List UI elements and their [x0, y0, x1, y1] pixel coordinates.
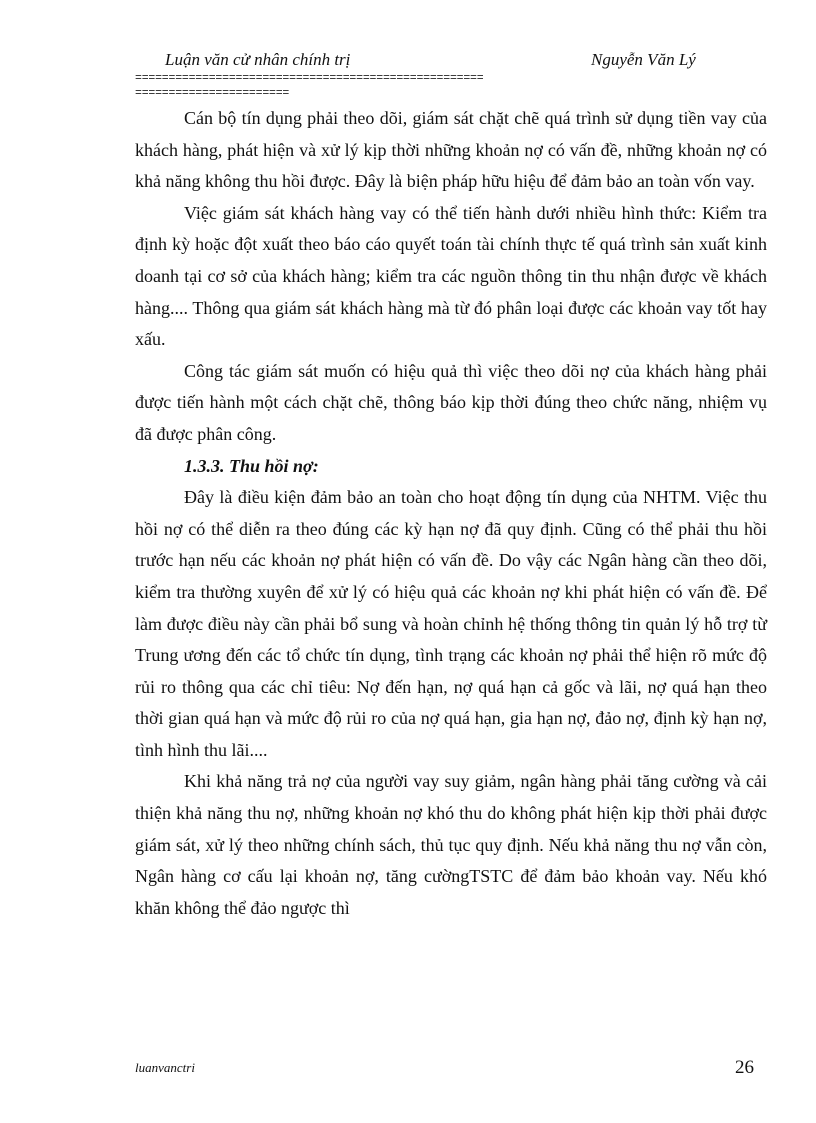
paragraph: Việc giám sát khách hàng vay có thể tiến hành dưới nhiều hình thức: Kiểm tra định kỳ hoặc đột xuất theo báo cáo quyết toán tài chính thực tế quá trình sản xuất kinh doanh tại cơ sở của khách hàng; kiểm tra các nguồn thông tin thu nhận được về khách hàng.... Thông qua giám sát khách hàng mà từ đó phân loại được các khoản vay tốt hay xấu.	[135, 202, 767, 350]
header-title: Luận văn cử nhân chính trị	[165, 50, 351, 69]
header-author: Nguyễn Văn Lý	[591, 50, 696, 69]
paragraph: Công tác giám sát muốn có hiệu quả thì việc theo dõi nợ của khách hàng phải được tiến hành một cách chặt chẽ, thông báo kịp thời đúng theo chức năng, nhiệm vụ đã được phân công.	[135, 360, 767, 444]
page-body	[135, 103, 767, 924]
page-header	[135, 46, 735, 74]
header-rule-line-2: =======================	[135, 87, 290, 100]
section-heading: 1.3.3. Thu hồi nợ:	[184, 455, 319, 476]
paragraph: Đây là điều kiện đảm bảo an toàn cho hoạt động tín dụng của NHTM. Việc thu hồi nợ có thể diễn ra theo đúng các kỳ hạn nợ đã quy định. Cũng có thể phải thu hồi trước hạn nếu các khoản nợ phát hiện có vấn đề. Do vậy các Ngân hàng cần theo dõi, kiểm tra thường xuyên để xử lý có hiệu quả các khoản nợ khi phát hiện có vấn đề. Để làm được điều này cần phải bổ sung và hoàn chỉnh hệ thống thông tin quản lý hỗ trợ từ Trung ương đến các tổ chức tín dụng, tình trạng các khoản nợ phải thể hiện rõ mức độ rủi ro thông qua các chỉ tiêu: Nợ đến hạn, nợ quá hạn cả gốc và lãi, nợ quá hạn theo thời gian quá hạn và mức độ rủi ro của nợ quá hạn, gia hạn nợ, đảo nợ, định kỳ hạn nợ, tình hình thu lãi....	[135, 487, 767, 760]
header-rule-line-1: ====================================================	[135, 72, 484, 85]
page-number: 26	[735, 1057, 754, 1078]
paragraph: Khi khả năng trả nợ của người vay suy giảm, ngân hàng phải tăng cường và cải thiện khả năng thu nợ, những khoản nợ khó thu do không phát hiện kịp thời phải được giám sát, xử lý theo những chính sách, thủ tục quy định. Nếu khả năng thu nợ vẫn còn, Ngân hàng cơ cấu lại khoản nợ, tăng cườngTSTC để đảm bảo khoản vay. Nếu khó khăn không thể đảo ngược thì	[135, 771, 767, 918]
paragraph: Cán bộ tín dụng phải theo dõi, giám sát chặt chẽ quá trình sử dụng tiền vay của khách hàng, phát hiện và xử lý kịp thời những khoản nợ có vấn đề, những khoản nợ có khả năng không thu hồi được. Đây là biện pháp hữu hiệu để đảm bảo an toàn vốn vay.	[135, 108, 767, 192]
footer-label: luanvanctri	[135, 1060, 195, 1075]
